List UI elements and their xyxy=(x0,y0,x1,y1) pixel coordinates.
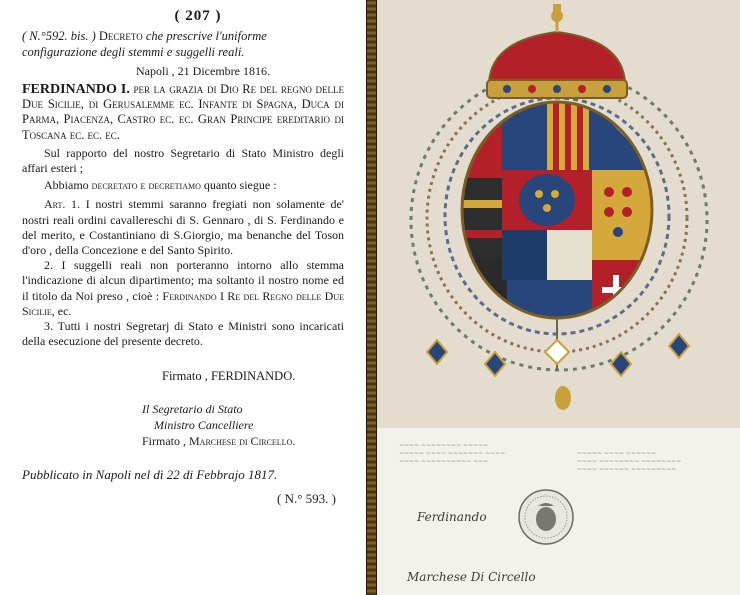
article-1-text: I nostri stemmi saranno fregiati non solamente de' nostri reali ordini cavallereschi di S. Gennaro , di S. Ferdinando e del merito, e Costantiniano di S.Giorgio, ma benanche del Toson d'oro , della Concezione e del Santo Spirito. xyxy=(22,197,345,258)
signed2-name: Marchese di Circello. xyxy=(189,434,296,449)
article-2 xyxy=(22,258,344,319)
place-date: Napoli , 21 Dicembre 1816. xyxy=(136,64,270,78)
footer-number: ( N.° 593. ) xyxy=(277,491,336,507)
gold-frame-divider xyxy=(366,0,377,595)
signed2-label: Firmato , xyxy=(142,434,186,449)
manuscript-panel xyxy=(377,428,740,595)
king-name: FERDINANDO I. xyxy=(22,82,130,97)
rapporto-paragraph: Sul rapporto del nostro Segretario di Stato Ministro degli affari esteri ; xyxy=(22,145,344,176)
decree-number: ( N.°592. bis. ) xyxy=(22,29,96,43)
decree-title: che prescrive l'uniforme configurazione degli stemmi e suggelli reali. xyxy=(22,29,267,59)
coat-of-arms-image xyxy=(377,0,740,428)
order-badges xyxy=(427,318,689,410)
minister-signature-handwritten: Marchese Di Circello xyxy=(407,570,536,584)
king-signature-line xyxy=(22,369,344,384)
coat-of-arms-panel xyxy=(377,0,740,428)
secretary-title-2: Ministro Cancelliere xyxy=(154,418,254,433)
abbiamo-end: quanto siegue : xyxy=(203,178,277,193)
shield xyxy=(457,100,657,330)
page-number: ( 207 ) xyxy=(174,8,222,24)
crown xyxy=(487,4,627,98)
minister-signature-line xyxy=(22,434,344,449)
printed-decree-page xyxy=(0,0,366,595)
royal-seal xyxy=(517,488,575,546)
signed-name: FERDINANDO. xyxy=(210,369,296,384)
article-1 xyxy=(22,197,344,258)
article-3: 3. Tutti i nostri Segretarj di Stato e Ministri sono incaricati della esecuzione del presente decreto. xyxy=(22,319,344,349)
signed-label: Firmato , xyxy=(162,369,208,384)
king-signature-handwritten: Ferdinando xyxy=(417,510,487,524)
king-titles: per la grazia di Dio Re del regno delle Due Sicilie, di Gerusalemme ec. Infante di Spagna, Duca di Parma, Piacenza, Castro ec. ec. Gran Principe ereditario di Toscana ec. ec. ec. xyxy=(22,82,345,142)
publication-note: Pubblicato in Napoli nel dì 22 di Febbrajo 1817. xyxy=(22,467,278,483)
faded-note-left: ~~~~ ~~~~~~~~ ~~~~~ ~~~~~ ~~~~ ~~~~~~~ ~~~~ ~~~~ ~~~~~~~~~~ ~~~ xyxy=(399,442,506,465)
decree-title-upper: Decreto xyxy=(98,29,143,43)
article-2-end: , ec. xyxy=(51,303,72,318)
abbiamo-start: Abbiamo xyxy=(44,178,89,193)
article-2-text: 2. I suggelli reali non porteranno intorno allo stemma l'indicazione di alcun dipartimento; ma soltanto il nostro nome ed il titolo da Noi preso , cioè : xyxy=(22,258,344,303)
abbiamo-paragraph xyxy=(22,178,344,193)
article-1-label: Art. 1. xyxy=(44,197,81,212)
decree-heading xyxy=(22,28,344,60)
faded-note-right: ~~~~~ ~~~~ ~~~~~~ ~~~~ ~~~~~~~~ ~~~~~~~~ ~~~~ ~~~~~~ ~~~~~~~~~ xyxy=(577,450,682,473)
abbiamo-caps: decretato e decretiamo xyxy=(91,178,201,193)
secretary-title-1: Il Segretario di Stato xyxy=(142,402,243,417)
king-titles-paragraph xyxy=(22,82,344,143)
article-2-caps: Ferdinando I Re del Regno delle Due Sicilie xyxy=(22,288,344,318)
